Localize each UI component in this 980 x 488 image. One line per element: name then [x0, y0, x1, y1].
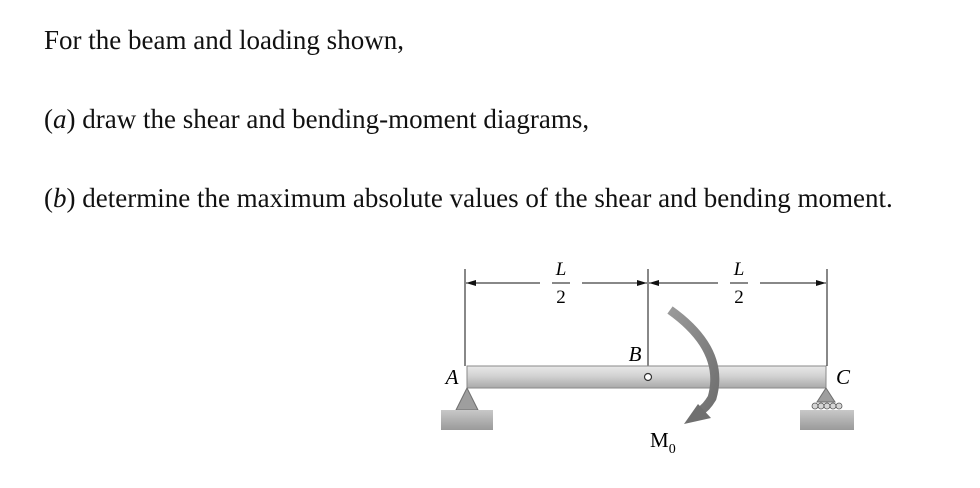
point-b-label: B: [628, 342, 642, 366]
point-b-marker: [645, 374, 652, 381]
part-b-open: (: [44, 183, 53, 213]
ground-c: [800, 410, 854, 430]
support-c-label: C: [835, 365, 851, 389]
roller-wheels-c: [812, 403, 842, 409]
roller-support-c: [817, 388, 835, 402]
part-a-open: (: [44, 104, 53, 134]
span-right-denominator: 2: [734, 287, 744, 308]
part-a-text: draw the shear and bending-moment diagrams,: [75, 104, 590, 134]
part-a-close: ): [66, 104, 76, 134]
part-b-text: determine the maximum absolute values of the shear and bending moment.: [75, 183, 893, 213]
pin-support-a: [456, 388, 478, 410]
part-b-close: ): [66, 183, 76, 213]
moment-arrow: [670, 310, 715, 411]
span-left-denominator: 2: [556, 287, 566, 308]
intro-text: For the beam and loading shown,: [44, 25, 404, 55]
moment-label-sub: 0: [668, 442, 676, 457]
support-a-label: A: [445, 365, 459, 389]
moment-label-main: M: [650, 428, 669, 452]
ground-a: [441, 410, 493, 430]
moment-label: [650, 428, 676, 457]
span-left-numerator: L: [555, 259, 567, 280]
span-right-numerator: L: [733, 259, 745, 280]
part-a-letter: a: [53, 104, 67, 134]
part-b-letter: b: [53, 183, 67, 213]
